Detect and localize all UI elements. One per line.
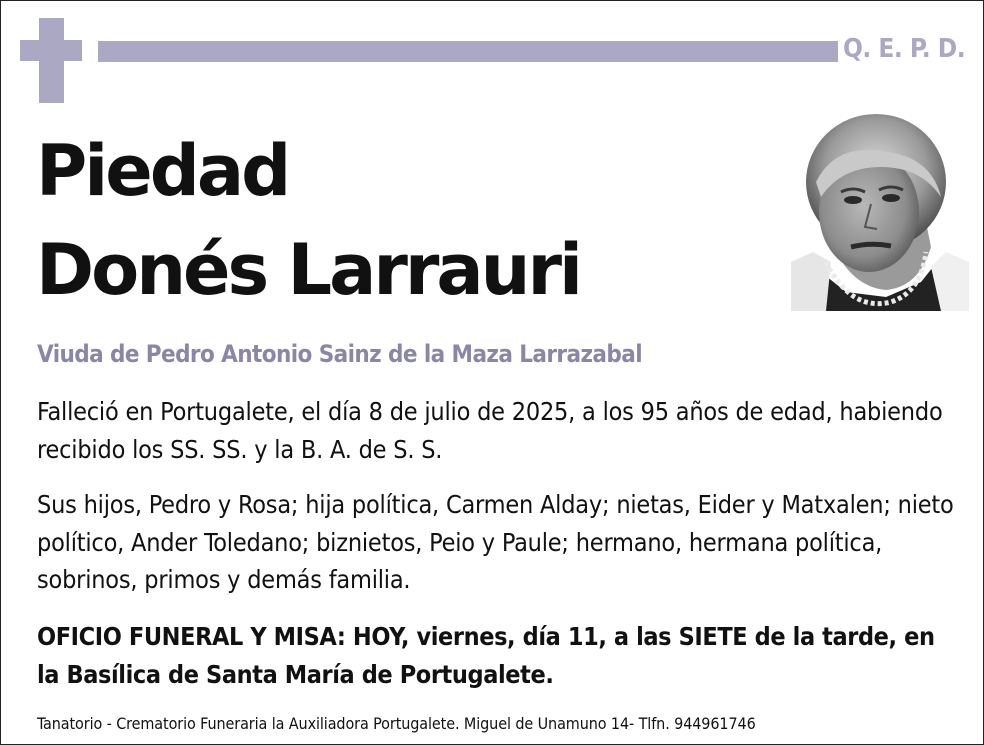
cross-icon-bar	[20, 40, 82, 61]
widow-line: Viuda de Pedro Antonio Sainz de la Maza Larrazabal	[37, 340, 642, 368]
death-announcement: Falleció en Portugalete, el día 8 de julio de 2025, a los 95 años de edad, habiendo recibido los SS. SS. y la B. A. de S. S.	[37, 397, 943, 464]
funeral-home-info: Tanatorio - Crematorio Funeraria la Auxiliadora Portugalete. Miguel de Unamuno 14- Tlfn. 944961746	[37, 714, 756, 733]
portrait-icon	[791, 112, 969, 311]
header-rule	[98, 41, 838, 62]
funeral-service: OFICIO FUNERAL Y MISA: HOY, viernes, día 11, a las SIETE de la tarde, en la Basílica de Santa María de Portugalete.	[37, 622, 935, 689]
deceased-surnames: Donés Larrauri	[36, 229, 581, 311]
portrait-photo	[791, 112, 969, 311]
deceased-first-name: Piedad	[36, 130, 289, 212]
family-list: Sus hijos, Pedro y Rosa; hija política, Carmen Alday; nietas, Eider y Matxalen; nieto político, Ander Toledano; biznietos, Peio y Paule; hermano, hermana política, sobrinos, primos y demás familia.	[37, 490, 954, 594]
qepd-label: Q. E. P. D.	[843, 34, 966, 64]
